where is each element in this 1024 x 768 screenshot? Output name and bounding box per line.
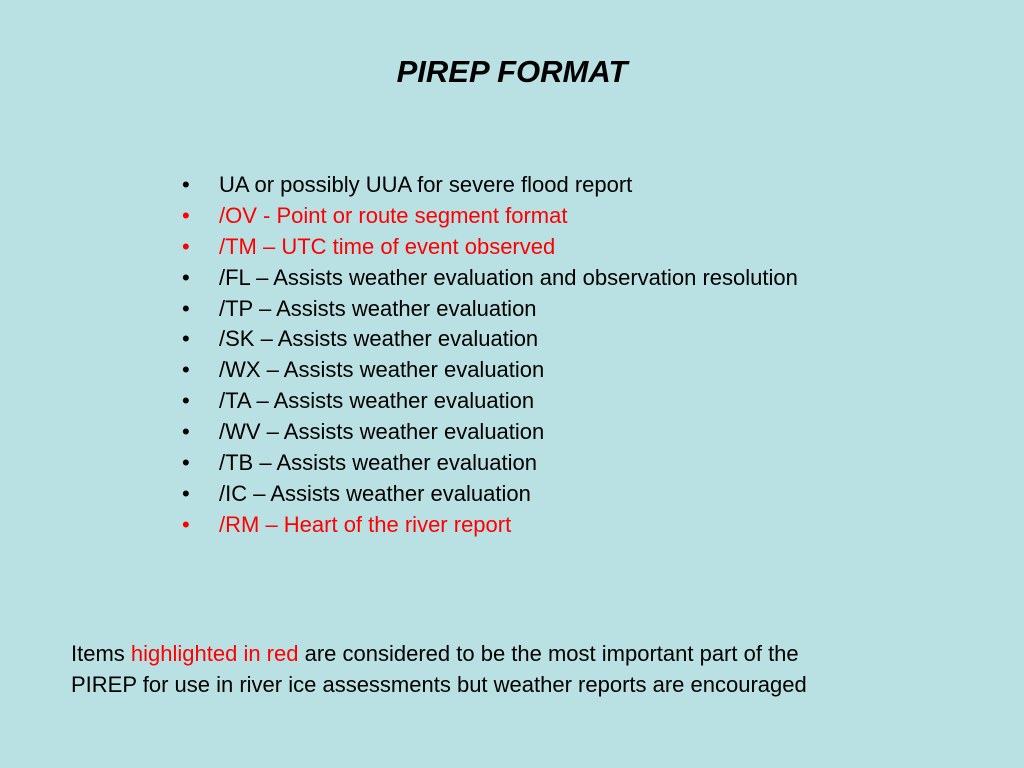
list-item-text: /FL – Assists weather evaluation and observation resolution: [219, 264, 798, 290]
bullet-dot: •: [182, 264, 190, 290]
slide-title: PIREP FORMAT: [396, 54, 628, 89]
list-item: [182, 263, 798, 294]
list-item-text: /SK – Assists weather evaluation: [219, 326, 539, 352]
bullet-dot: •: [182, 326, 190, 352]
list-item: [182, 448, 798, 479]
footnote-line1-rest: are considered to be the most important part of the: [298, 641, 799, 666]
bullet-dot: •: [182, 388, 190, 414]
bullet-dot: •: [182, 511, 190, 537]
pirep-field-list: [182, 170, 798, 541]
list-item: [182, 386, 798, 417]
list-item-text: UA or possibly UUA for severe flood report: [219, 172, 633, 197]
bullet-dot: •: [182, 172, 190, 197]
list-item-text: /TP – Assists weather evaluation: [219, 295, 537, 321]
list-item-text: /WX – Assists weather evaluation: [219, 357, 545, 383]
list-item-text: /TB – Assists weather evaluation: [219, 450, 537, 476]
bullet-dot: •: [182, 295, 190, 321]
list-item: [182, 510, 798, 541]
bullet-dot: •: [182, 202, 190, 228]
footnote-line2: PIREP for use in river ice assessments but weather reports are encouraged: [71, 672, 807, 697]
list-item-text: /OV - Point or route segment format: [219, 202, 568, 228]
footnote-prefix: Items: [71, 641, 131, 666]
bullet-dot: •: [182, 419, 190, 445]
bullet-dot: •: [182, 480, 190, 506]
bullet-dot: •: [182, 357, 190, 383]
list-item-text: /IC – Assists weather evaluation: [219, 480, 531, 506]
list-item-text: /TM – UTC time of event observed: [219, 233, 556, 259]
list-item-text: /RM – Heart of the river report: [219, 511, 512, 537]
list-item: [182, 355, 798, 386]
list-item: [182, 170, 798, 201]
list-item: [182, 294, 798, 325]
list-item: [182, 479, 798, 510]
list-item: [182, 201, 798, 232]
list-item-text: /WV – Assists weather evaluation: [219, 419, 545, 445]
bullet-dot: •: [182, 450, 190, 476]
list-item-text: /TA – Assists weather evaluation: [219, 388, 535, 414]
list-item: [182, 417, 798, 448]
bullet-dot: •: [182, 233, 190, 259]
list-item: [182, 232, 798, 263]
footnote-highlight: highlighted in red: [130, 641, 299, 666]
footnote: [71, 638, 971, 700]
list-item: [182, 324, 798, 355]
